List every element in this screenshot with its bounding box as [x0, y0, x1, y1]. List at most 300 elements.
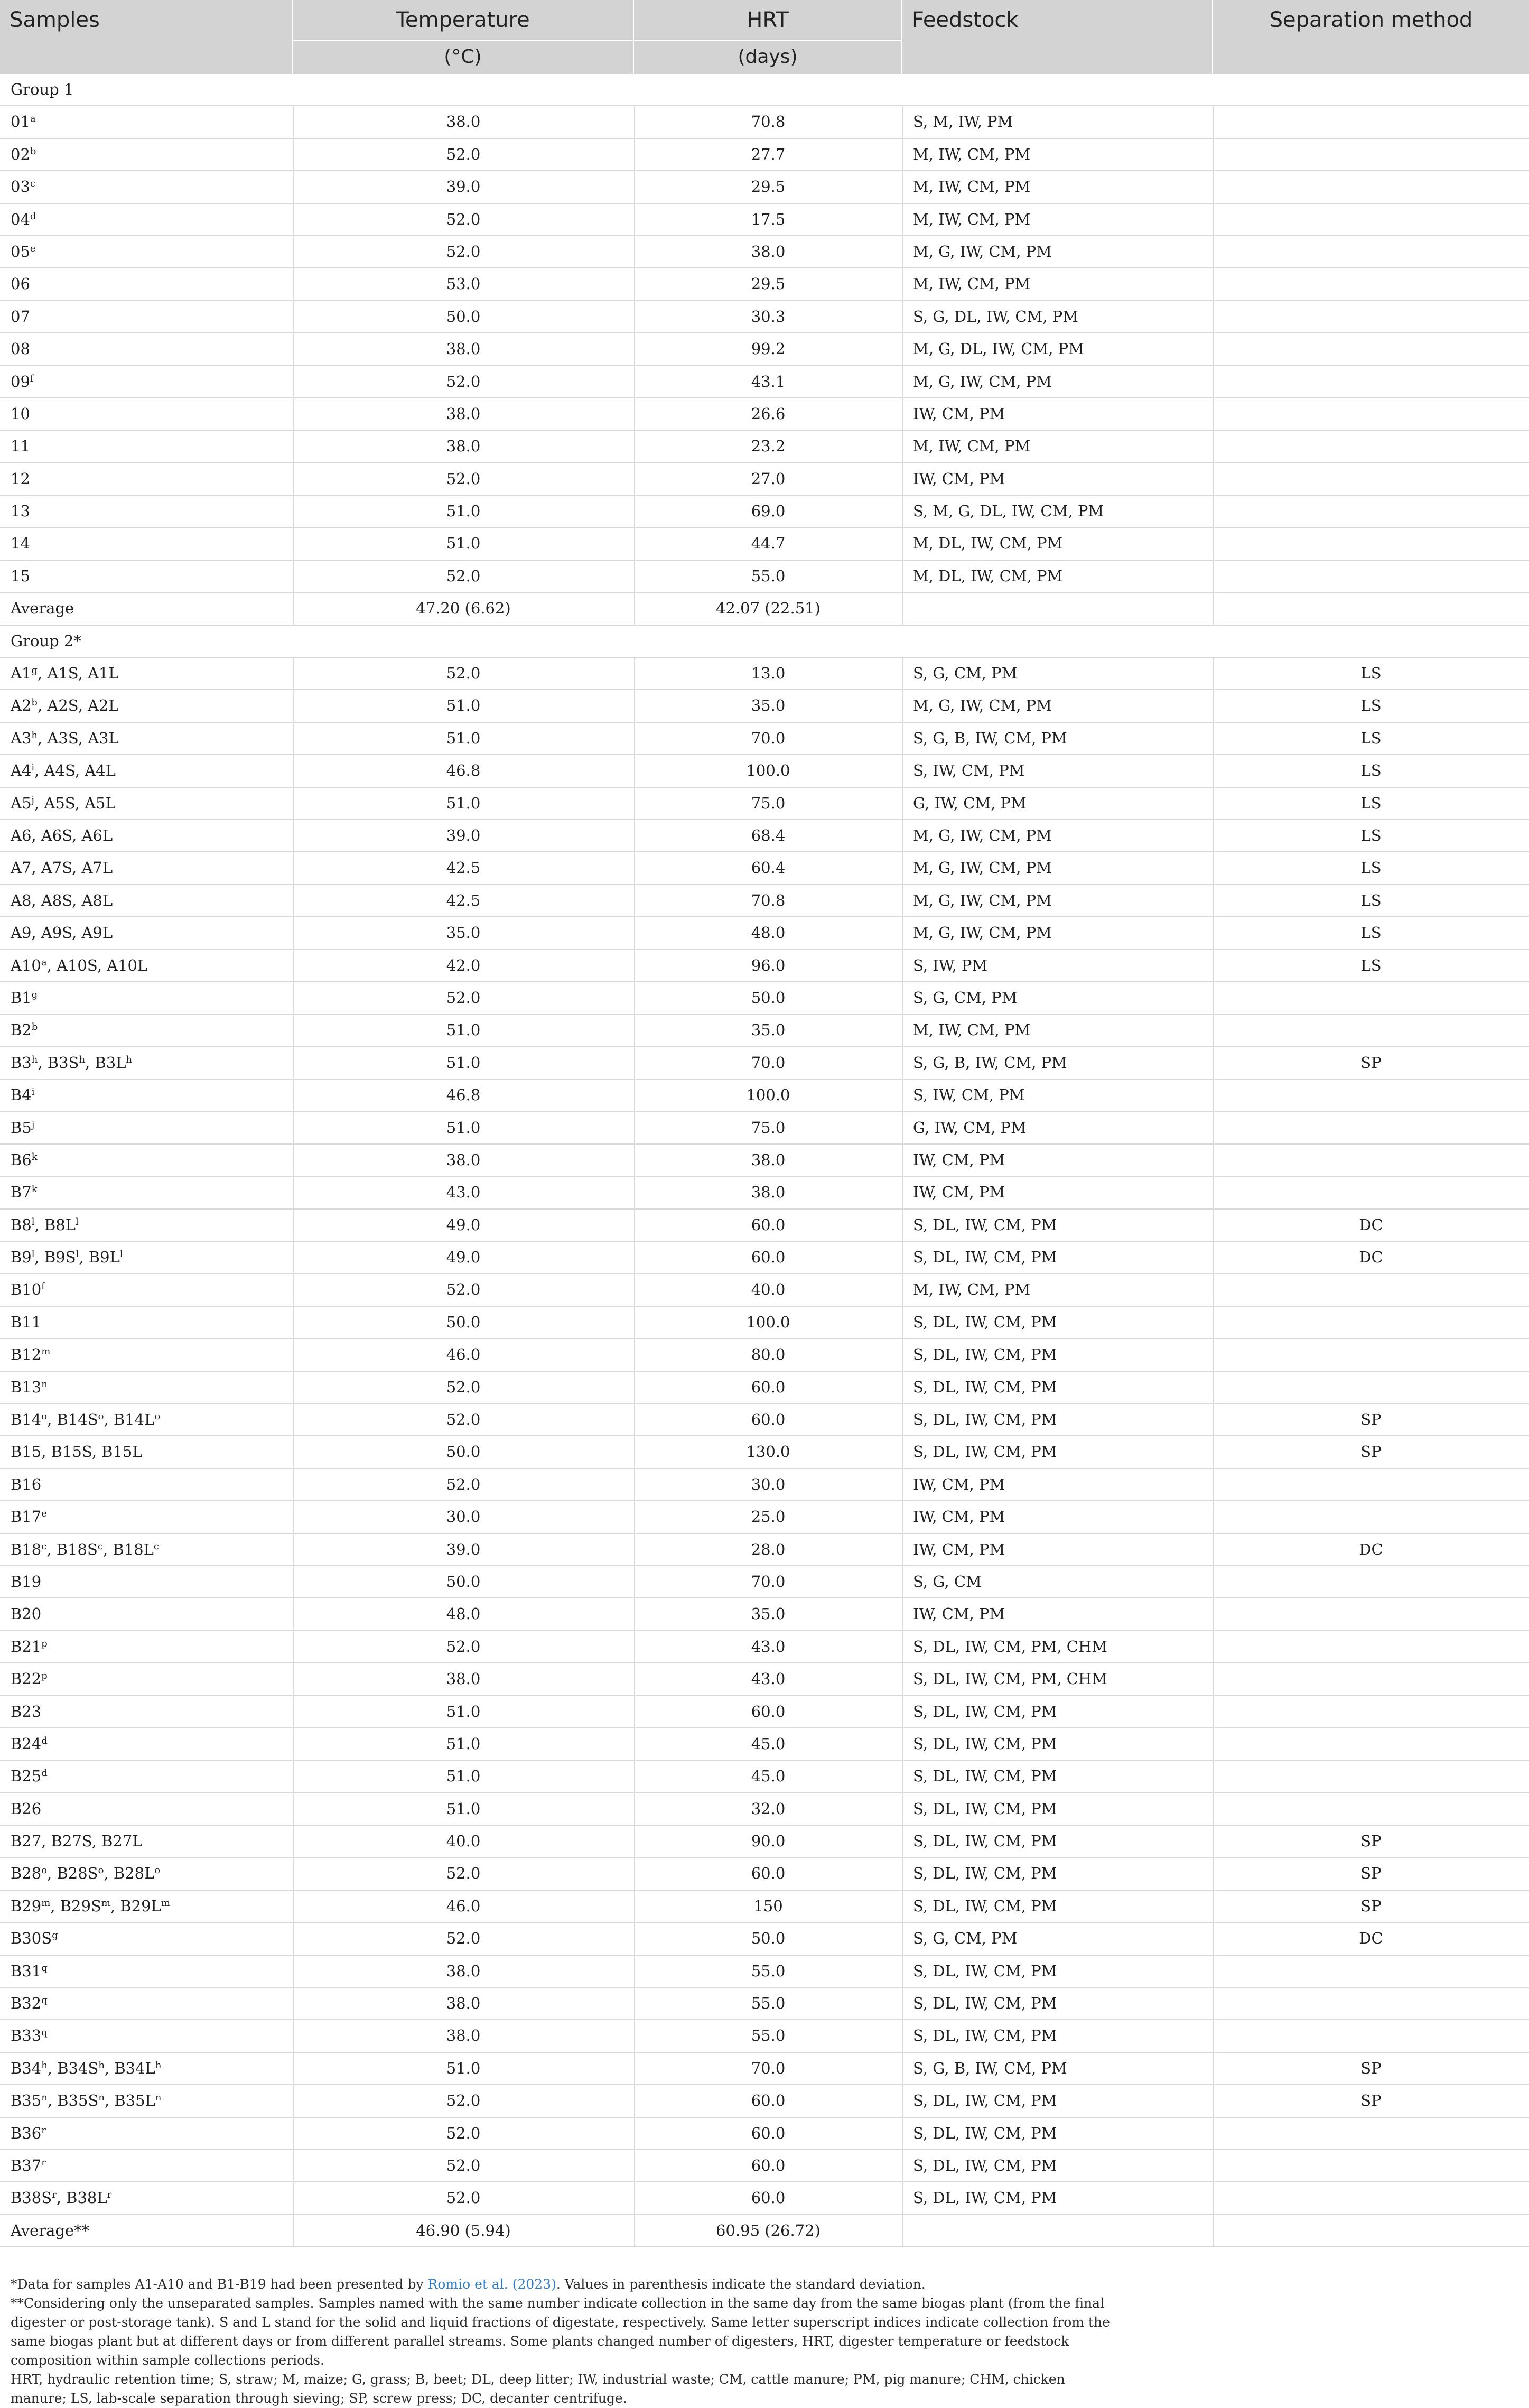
separation-value — [1213, 1761, 1529, 1792]
temperature-value: 52.0 — [446, 469, 481, 488]
temperature-value: 39.0 — [446, 826, 481, 844]
table-row — [0, 561, 1529, 593]
hrt-value: 70.0 — [751, 1053, 786, 1072]
sample-name — [0, 1956, 293, 1987]
feedstock-value: S, M, IW, PM — [913, 113, 1013, 131]
separation-value — [1213, 268, 1529, 300]
sample-name — [0, 1566, 293, 1597]
temperature-value: 52.0 — [446, 372, 481, 391]
separation-value — [1213, 1956, 1529, 1987]
header-temperature-label: Temperature — [396, 8, 530, 32]
table-row — [0, 528, 1529, 560]
sample-label: B30S — [11, 1929, 52, 1948]
superscript-index: h — [126, 1054, 133, 1065]
table-row — [0, 723, 1529, 755]
separation-value — [1213, 1663, 1529, 1695]
temperature-value: 52.0 — [446, 242, 481, 261]
superscript-index: g — [31, 989, 38, 1000]
hrt-value: 150 — [753, 1896, 783, 1915]
temperature-value: 51.0 — [446, 1734, 481, 1753]
sample-label: B27, B27S, B27L — [11, 1832, 143, 1851]
table-row — [0, 1891, 1529, 1923]
table-row — [0, 1177, 1529, 1209]
separation-value: SP — [1360, 1443, 1382, 1461]
group-label-row — [0, 626, 1529, 658]
sample-label: Average — [11, 599, 74, 618]
hrt-value: 43.1 — [751, 372, 786, 391]
temperature-value: 38.0 — [446, 340, 481, 358]
superscript-index: b — [31, 1021, 38, 1033]
superscript-index: r — [107, 2189, 112, 2201]
feedstock-value: S, DL, IW, CM, PM — [913, 1248, 1057, 1267]
table-row — [0, 398, 1529, 431]
feedstock-value: IW, CM, PM — [913, 469, 1005, 488]
table-row — [0, 1047, 1529, 1080]
sample-label: B36 — [11, 2124, 42, 2142]
feedstock-value: M, G, IW, CM, PM — [913, 242, 1052, 261]
sample-name — [0, 788, 293, 819]
sample-label: A7, A7S, A7L — [11, 859, 113, 877]
table-row — [0, 139, 1529, 171]
temperature-value: 46.8 — [446, 761, 481, 780]
header-feedstock-label: Feedstock — [912, 8, 1019, 32]
temperature-value: 51.0 — [446, 502, 481, 520]
temperature-value: 52.0 — [446, 988, 481, 1007]
separation-value — [1213, 2020, 1529, 2051]
feedstock-value: S, DL, IW, CM, PM — [913, 1443, 1057, 1461]
sample-label: B16 — [11, 1475, 42, 1493]
superscript-index: g — [31, 665, 38, 676]
table-row — [0, 885, 1529, 917]
hrt-value: 27.0 — [751, 469, 786, 488]
superscript-index: c — [153, 1540, 159, 1552]
sample-label: 14 — [11, 534, 30, 553]
feedstock-value: S, G, CM, PM — [913, 988, 1018, 1007]
table-footnotes — [0, 2275, 1120, 2408]
feedstock-value: S, DL, IW, CM, PM — [913, 2124, 1057, 2142]
feedstock-value — [902, 593, 1213, 624]
feedstock-value: M, DL, IW, CM, PM — [913, 566, 1063, 585]
feedstock-value: M, IW, CM, PM — [913, 437, 1031, 455]
sample-label: , B18L — [102, 1540, 154, 1558]
sample-name — [0, 755, 293, 786]
superscript-index: o — [154, 1865, 161, 1876]
sample-name — [0, 1631, 293, 1662]
table-row — [0, 2020, 1529, 2052]
temperature-value: 52.0 — [446, 2156, 481, 2174]
table-row — [0, 1598, 1529, 1631]
sample-name — [0, 1047, 293, 1079]
feedstock-value: G, IW, CM, PM — [913, 1118, 1027, 1137]
feedstock-value: IW, CM, PM — [913, 1150, 1005, 1169]
superscript-index: a — [30, 113, 36, 125]
sample-label: A4 — [11, 761, 32, 780]
header-hrt — [634, 0, 902, 74]
separation-value: SP — [1360, 2091, 1382, 2110]
superscript-index: l — [76, 1216, 79, 1228]
separation-value — [1213, 982, 1529, 1014]
table-row — [0, 755, 1529, 787]
hrt-value: 38.0 — [751, 1183, 786, 1202]
sample-label: A8, A8S, A8L — [11, 891, 113, 909]
feedstock-value: S, DL, IW, CM, PM, CHM — [913, 1637, 1107, 1656]
separation-value — [1213, 139, 1529, 170]
sample-name — [0, 1891, 293, 1922]
hrt-value: 48.0 — [751, 924, 786, 942]
table-row — [0, 1242, 1529, 1274]
hrt-value: 69.0 — [751, 502, 786, 520]
superscript-index: k — [31, 1151, 38, 1163]
temperature-value: 46.8 — [446, 1086, 481, 1104]
sample-label: , A1S, A1L — [37, 664, 119, 683]
superscript-index: p — [41, 1670, 48, 1682]
hrt-value: 45.0 — [751, 1734, 786, 1753]
superscript-index: k — [31, 1184, 38, 1195]
table-row — [0, 1793, 1529, 1826]
hrt-value: 28.0 — [751, 1540, 786, 1558]
sample-label: , B34S — [47, 2059, 99, 2077]
header-hrt-unit: (days) — [738, 46, 798, 68]
sample-label: , B9S — [34, 1248, 76, 1267]
hrt-value: 50.0 — [751, 1929, 786, 1948]
table-row — [0, 1210, 1529, 1242]
temperature-value: 42.5 — [446, 891, 481, 909]
separation-value: LS — [1360, 664, 1382, 683]
feedstock-value: S, G, B, IW, CM, PM — [913, 1053, 1067, 1072]
sample-name — [0, 1015, 293, 1046]
feedstock-value: S, DL, IW, CM, PM — [913, 1799, 1057, 1818]
temperature-value: 52.0 — [446, 2091, 481, 2110]
sample-label: B3 — [11, 1053, 32, 1072]
feedstock-value: S, DL, IW, CM, PM — [913, 1734, 1057, 1753]
hrt-value: 29.5 — [751, 275, 786, 293]
sample-name — [0, 1274, 293, 1305]
table-row — [0, 658, 1529, 690]
temperature-value: 38.0 — [446, 2026, 481, 2045]
sample-name — [0, 658, 293, 689]
table-row — [0, 1372, 1529, 1404]
feedstock-value: M, IW, CM, PM — [913, 210, 1031, 228]
table-row — [0, 917, 1529, 950]
temperature-value: 51.0 — [446, 1021, 481, 1039]
temperature-value: 42.5 — [446, 859, 481, 877]
hrt-value: 68.4 — [751, 826, 786, 844]
superscript-index: q — [41, 1962, 48, 1974]
superscript-index: p — [41, 1638, 48, 1649]
sample-name — [0, 982, 293, 1014]
temperature-value: 35.0 — [446, 924, 481, 942]
temperature-value: 46.90 (5.94) — [416, 2221, 511, 2239]
hrt-value: 35.0 — [751, 1605, 786, 1623]
separation-value — [1213, 1112, 1529, 1143]
superscript-index: j — [31, 1119, 35, 1130]
superscript-index: n — [41, 2092, 48, 2104]
separation-value: LS — [1360, 924, 1382, 942]
sample-label: , A5S, A5L — [34, 794, 116, 812]
temperature-value: 51.0 — [446, 1053, 481, 1072]
temperature-value: 38.0 — [446, 1961, 481, 1980]
superscript-index: r — [41, 2124, 46, 2136]
feedstock-value: S, DL, IW, CM, PM — [913, 1702, 1057, 1721]
sample-name — [0, 496, 293, 527]
sample-label: 01 — [11, 113, 30, 131]
temperature-value: 46.0 — [446, 1345, 481, 1364]
hrt-value: 35.0 — [751, 1021, 786, 1039]
sample-label: B26 — [11, 1799, 42, 1818]
hrt-value: 96.0 — [751, 956, 786, 974]
separation-value: SP — [1360, 2059, 1382, 2077]
temperature-value: 38.0 — [446, 1994, 481, 2013]
sample-name — [0, 950, 293, 981]
footnote-1 — [11, 2275, 1120, 2294]
separation-value — [1213, 1598, 1529, 1630]
separation-value: SP — [1360, 1832, 1382, 1851]
temperature-value: 38.0 — [446, 113, 481, 131]
feedstock-value: S, DL, IW, CM, PM — [913, 1313, 1057, 1331]
feedstock-value: S, G, B, IW, CM, PM — [913, 729, 1067, 747]
table-row — [0, 1696, 1529, 1728]
sample-name — [0, 885, 293, 916]
sample-label: A3 — [11, 729, 32, 747]
temperature-value: 49.0 — [446, 1248, 481, 1267]
sample-name — [0, 1663, 293, 1695]
sample-name — [0, 1242, 293, 1273]
sample-name — [0, 333, 293, 365]
superscript-index: e — [30, 243, 36, 254]
sample-label: B20 — [11, 1605, 42, 1623]
feedstock-value: S, DL, IW, CM, PM — [913, 2156, 1057, 2174]
sample-label: , B35L — [104, 2091, 155, 2110]
table-row — [0, 2182, 1529, 2215]
separation-value: LS — [1360, 729, 1382, 747]
temperature-value: 52.0 — [446, 566, 481, 585]
temperature-value: 51.0 — [446, 729, 481, 747]
feedstock-value: S, DL, IW, CM, PM — [913, 2091, 1057, 2110]
sample-label: B33 — [11, 2026, 42, 2045]
superscript-index: n — [98, 2092, 105, 2104]
separation-value — [1213, 1501, 1529, 1532]
table-row — [0, 2215, 1529, 2247]
temperature-value: 52.0 — [446, 1378, 481, 1396]
superscript-index: c — [41, 1540, 47, 1552]
sample-label: B38S — [11, 2189, 52, 2207]
sample-label: B34 — [11, 2059, 42, 2077]
sample-name — [0, 463, 293, 495]
footnote-2: **Considering only the unseparated samples. Samples named with the same number indicate collection in the same day from the same biogas plant (from the final digester or post-storage tank). S and L stand for the solid and liquid fractions of digestate, respectively. Same letter superscript indices indicate collection from the same biogas plant but at different days or from different parallel streams. Some plants changed number of digesters, HRT, digester temperature or feedstock composition within sample collections periods. — [11, 2295, 1110, 2368]
separation-value: SP — [1360, 1896, 1382, 1915]
hrt-value: 43.0 — [751, 1637, 786, 1656]
hrt-value: 60.0 — [751, 1410, 786, 1429]
sample-name — [0, 2182, 293, 2214]
table-row — [0, 1501, 1529, 1533]
separation-value — [1213, 593, 1529, 624]
header-feedstock — [902, 0, 1213, 74]
sample-name — [0, 1696, 293, 1727]
feedstock-value: M, IW, CM, PM — [913, 178, 1031, 196]
temperature-value: 51.0 — [446, 1118, 481, 1137]
hrt-value: 70.0 — [751, 2059, 786, 2077]
table-row — [0, 2053, 1529, 2085]
sample-name — [0, 1761, 293, 1792]
hrt-value: 13.0 — [751, 664, 786, 683]
romio-reference-link[interactable]: Romio et al. (2023) — [427, 2276, 556, 2292]
hrt-value: 44.7 — [751, 534, 786, 553]
sample-name — [0, 268, 293, 300]
sample-name — [0, 1339, 293, 1370]
header-separation — [1213, 0, 1529, 74]
sample-label: , B29L — [110, 1896, 161, 1915]
superscript-index: h — [98, 2059, 105, 2071]
table-row — [0, 1858, 1529, 1890]
separation-value — [1213, 171, 1529, 202]
hrt-value: 38.0 — [751, 1150, 786, 1169]
superscript-index: l — [31, 1216, 35, 1228]
sample-label: B13 — [11, 1378, 42, 1396]
hrt-value: 60.0 — [751, 1215, 786, 1234]
feedstock-value: M, G, IW, CM, PM — [913, 826, 1052, 844]
temperature-value: 52.0 — [446, 1929, 481, 1948]
separation-value: LS — [1360, 891, 1382, 909]
sample-label: A5 — [11, 794, 32, 812]
hrt-value: 55.0 — [751, 2026, 786, 2045]
separation-value — [1213, 1080, 1529, 1111]
table-row — [0, 2150, 1529, 2182]
hrt-value: 43.0 — [751, 1670, 786, 1688]
sample-name — [0, 171, 293, 202]
sample-label: B18 — [11, 1540, 42, 1558]
sample-label: 04 — [11, 210, 30, 228]
table-row — [0, 301, 1529, 333]
table-row — [0, 1307, 1529, 1339]
sample-name — [0, 1436, 293, 1467]
sample-label: B6 — [11, 1150, 32, 1169]
table-row — [0, 1404, 1529, 1436]
feedstock-value: IW, CM, PM — [913, 404, 1005, 423]
hrt-value: 90.0 — [751, 1832, 786, 1851]
sample-name — [0, 1598, 293, 1630]
hrt-value: 100.0 — [746, 1313, 790, 1331]
superscript-index: r — [41, 2157, 46, 2168]
hrt-value: 55.0 — [751, 1961, 786, 1980]
hrt-value: 50.0 — [751, 988, 786, 1007]
sample-label: B22 — [11, 1670, 42, 1688]
table-row — [0, 1015, 1529, 1047]
table-row — [0, 1145, 1529, 1177]
separation-value — [1213, 2182, 1529, 2214]
sample-name — [0, 852, 293, 884]
separation-value — [1213, 106, 1529, 137]
temperature-value: 53.0 — [446, 275, 481, 293]
sample-label: B19 — [11, 1572, 42, 1591]
separation-value: DC — [1359, 1248, 1383, 1267]
hrt-value: 99.2 — [751, 340, 786, 358]
sample-label: 13 — [11, 502, 30, 520]
superscript-index: a — [41, 956, 47, 968]
feedstock-value: S, IW, PM — [913, 956, 988, 974]
sample-label: , B28S — [47, 1864, 98, 1883]
sample-label: 06 — [11, 275, 30, 293]
superscript-index: d — [41, 1735, 48, 1746]
sample-label: , B3S — [38, 1053, 79, 1072]
superscript-index: o — [41, 1865, 48, 1876]
table-row — [0, 268, 1529, 301]
sample-label: Average** — [11, 2221, 90, 2239]
table-row — [0, 463, 1529, 496]
sample-name — [0, 1534, 293, 1565]
table-row — [0, 204, 1529, 236]
hrt-value: 40.0 — [751, 1280, 786, 1299]
feedstock-value: M, G, IW, CM, PM — [913, 696, 1052, 715]
feedstock-value: S, DL, IW, CM, PM — [913, 1832, 1057, 1851]
separation-value — [1213, 1177, 1529, 1208]
hrt-value: 60.0 — [751, 2124, 786, 2142]
sample-label: , B3L — [85, 1053, 126, 1072]
table-header — [0, 0, 1529, 74]
footnote-1-start: *Data for samples A1-A10 and B1-B19 had been presented by — [11, 2276, 428, 2292]
sample-name — [0, 1923, 293, 1954]
separation-value: LS — [1360, 696, 1382, 715]
feedstock-value: S, DL, IW, CM, PM — [913, 2189, 1057, 2207]
separation-value — [1213, 1015, 1529, 1046]
separation-value — [1213, 1339, 1529, 1370]
separation-value — [1213, 1631, 1529, 1662]
header-samples-label: Samples — [10, 8, 100, 32]
header-hrt-label: HRT — [747, 8, 789, 32]
table-row — [0, 1436, 1529, 1468]
feedstock-value: S, DL, IW, CM, PM — [913, 1215, 1057, 1234]
sample-label: 02 — [11, 145, 30, 163]
feedstock-value: M, IW, CM, PM — [913, 275, 1031, 293]
feedstock-value: M, IW, CM, PM — [913, 1021, 1031, 1039]
superscript-index: d — [41, 1768, 48, 1779]
sample-label: B11 — [11, 1313, 42, 1331]
feedstock-value: M, DL, IW, CM, PM — [913, 534, 1063, 553]
sample-name — [0, 1793, 293, 1825]
sample-label: 12 — [11, 469, 30, 488]
table-row — [0, 2085, 1529, 2117]
sample-label: 15 — [11, 566, 30, 585]
sample-label: , B34L — [104, 2059, 155, 2077]
temperature-value: 38.0 — [446, 404, 481, 423]
feedstock-value: S, IW, CM, PM — [913, 761, 1025, 780]
temperature-value: 47.20 (6.62) — [416, 599, 511, 618]
sample-name — [0, 2118, 293, 2149]
sample-name — [0, 1988, 293, 2019]
separation-value: SP — [1360, 1410, 1382, 1429]
table-row — [0, 593, 1529, 625]
temperature-value: 50.0 — [446, 1443, 481, 1461]
hrt-value: 27.7 — [751, 145, 786, 163]
superscript-index: i — [31, 762, 35, 774]
feedstock-value: S, DL, IW, CM, PM — [913, 1767, 1057, 1786]
feedstock-value: M, IW, CM, PM — [913, 1280, 1031, 1299]
superscript-index: g — [52, 1930, 58, 1941]
table-row — [0, 171, 1529, 203]
superscript-index: h — [31, 729, 38, 741]
hrt-value: 60.0 — [751, 2156, 786, 2174]
sample-label: B28 — [11, 1864, 42, 1883]
temperature-value: 51.0 — [446, 534, 481, 553]
feedstock-value: S, DL, IW, CM, PM — [913, 1896, 1057, 1915]
header-temperature — [293, 0, 634, 74]
feedstock-value: S, G, B, IW, CM, PM — [913, 2059, 1067, 2077]
sample-label: 05 — [11, 242, 30, 261]
header-separation-label: Separation method — [1269, 8, 1473, 32]
sample-label: , A3S, A3L — [38, 729, 119, 747]
feedstock-value: S, DL, IW, CM, PM — [913, 2026, 1057, 2045]
hrt-value: 26.6 — [751, 404, 786, 423]
separation-value — [1213, 463, 1529, 495]
